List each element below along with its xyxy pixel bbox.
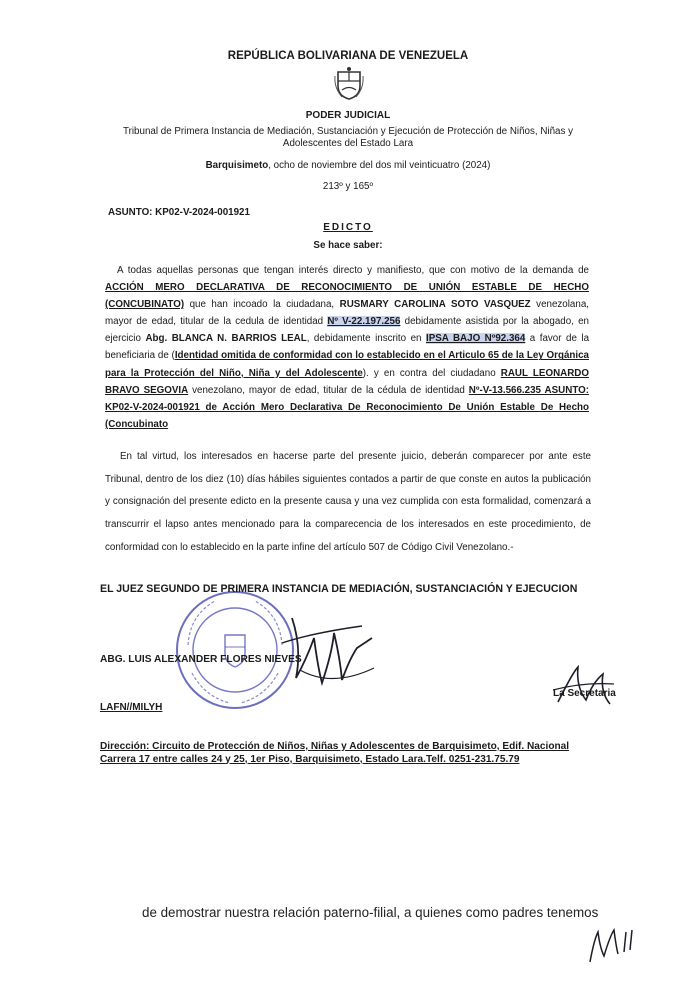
text-fragment: , debidamente inscrito en (306, 333, 426, 345)
plaintiff-name: RUSMARY CAROLINA SOTO VASQUEZ (339, 299, 531, 311)
action-name: ACCIÓN MERO DECLARATIVA DE RECONOCIMIENTO DE UNIÓN ESTABLE DE HECHO (CONCUBINATO) (105, 282, 589, 311)
secretary-title: La Secretaria (553, 688, 616, 699)
text-fragment: A todas aquellas personas que tengan interés directo y manifiesto, que con motivo de la demanda de (117, 265, 589, 276)
judge-signature-icon (262, 598, 382, 698)
date-line (0, 160, 696, 171)
plaintiff-id: Nº V-22.197.256 (327, 316, 401, 328)
defendant-id-and-case: Nº-V-13.566.235 ASUNTO: KP02-V-2024-001921 de Acción Mero Declarativa De Reconocimiento De Unión Estable De Hecho (Concubinato (105, 384, 590, 430)
paragraph-summons: En tal virtud, los interesados en hacerse parte del presente juicio, deberán comparecer por ante este Tribunal, dentro de los diez (10) días hábiles siguientes contados a partir de que conste en autos la publicación y consignación del presente edicto en la presente causa y una vez cumplida con esta formalidad, comenzará a transcurrir el lapso antes mencionado para la comparecencia de los interesados en este procedimiento, de conformidad con lo establecido en la parte infine del artículo 507 de Código Civil Venezolano.- (105, 451, 591, 553)
document-title (0, 222, 696, 233)
secretary-signature-icon (548, 662, 618, 712)
text-fragment: venezolana, mayor de edad, titular de la cedula de identidad (105, 299, 590, 328)
margin-signature-icon (584, 922, 636, 968)
coat-of-arms-icon (334, 66, 364, 100)
paragraph-demand (105, 262, 589, 433)
judge-title: EL JUEZ SEGUNDO DE PRIMERA INSTANCIA DE MEDIACIÓN, SUSTANCIACIÓN Y EJECUCION (100, 583, 578, 595)
years-line: 213º y 165º (322, 181, 374, 192)
judicial-power-heading: PODER JUDICIAL (305, 110, 391, 121)
notice-heading: Se hace saber: (313, 240, 383, 251)
text-fragment: a favor de la beneficiaria de ( (105, 333, 590, 362)
document-initials: LAFN//MILYH (100, 702, 163, 713)
address-text: Dirección: Circuito de Protección de Niños, Niñas y Adolescentes de Barquisimeto, Edif. Nacional Carrera 17 entre calles 24 y 25, 1er Piso, Barquisimeto, Estado Lara.Telf. 0251-231.75.79 (100, 741, 570, 765)
text-fragment: venezolano, mayor de edad, titular de la cédula de identidad (188, 384, 469, 396)
court-address (100, 741, 600, 766)
text-fragment: ). y en contra del ciudadano (362, 367, 501, 379)
republic-heading: REPÚBLICA BOLIVARIANA DE VENEZUELA (227, 50, 469, 62)
defendant-name: RAUL LEONARDO BRAVO SEGOVIA (105, 367, 589, 396)
attorney-name: Abg. BLANCA N. BARRIOS LEAL (145, 333, 307, 345)
text-fragment: debidamente asistida por la abogado, en ejercicio (105, 316, 589, 345)
attorney-ipsa: IPSA BAJO Nº92.364 (425, 333, 526, 345)
beneficiary-identity: Identidad omitida de conformidad con lo establecido en el Articulo 65 de la Ley Orgánica para la Protección del Niño, Niña y del Adolescente (105, 350, 589, 379)
date-text: , ocho de noviembre del dos mil veinticuatro (2024) (268, 160, 491, 171)
edict-title: EDICTO (323, 222, 373, 233)
case-number: ASUNTO: KP02-V-2024-001921 (108, 207, 250, 218)
judge-name: ABG. LUIS ALEXANDER FLORES NIEVES (100, 654, 302, 665)
date-city: Barquisimeto (205, 160, 269, 171)
text-fragment: que han incoado la ciudadana, (184, 299, 340, 311)
tribunal-name: Tribunal de Primera Instancia de Mediación, Sustanciación y Ejecución de Protección de Niños, Niñas y Adolescentes del Estado Lara (123, 126, 573, 149)
next-page-text: de demostrar nuestra relación paterno-filial, a quienes como padres tenemos (142, 905, 599, 920)
